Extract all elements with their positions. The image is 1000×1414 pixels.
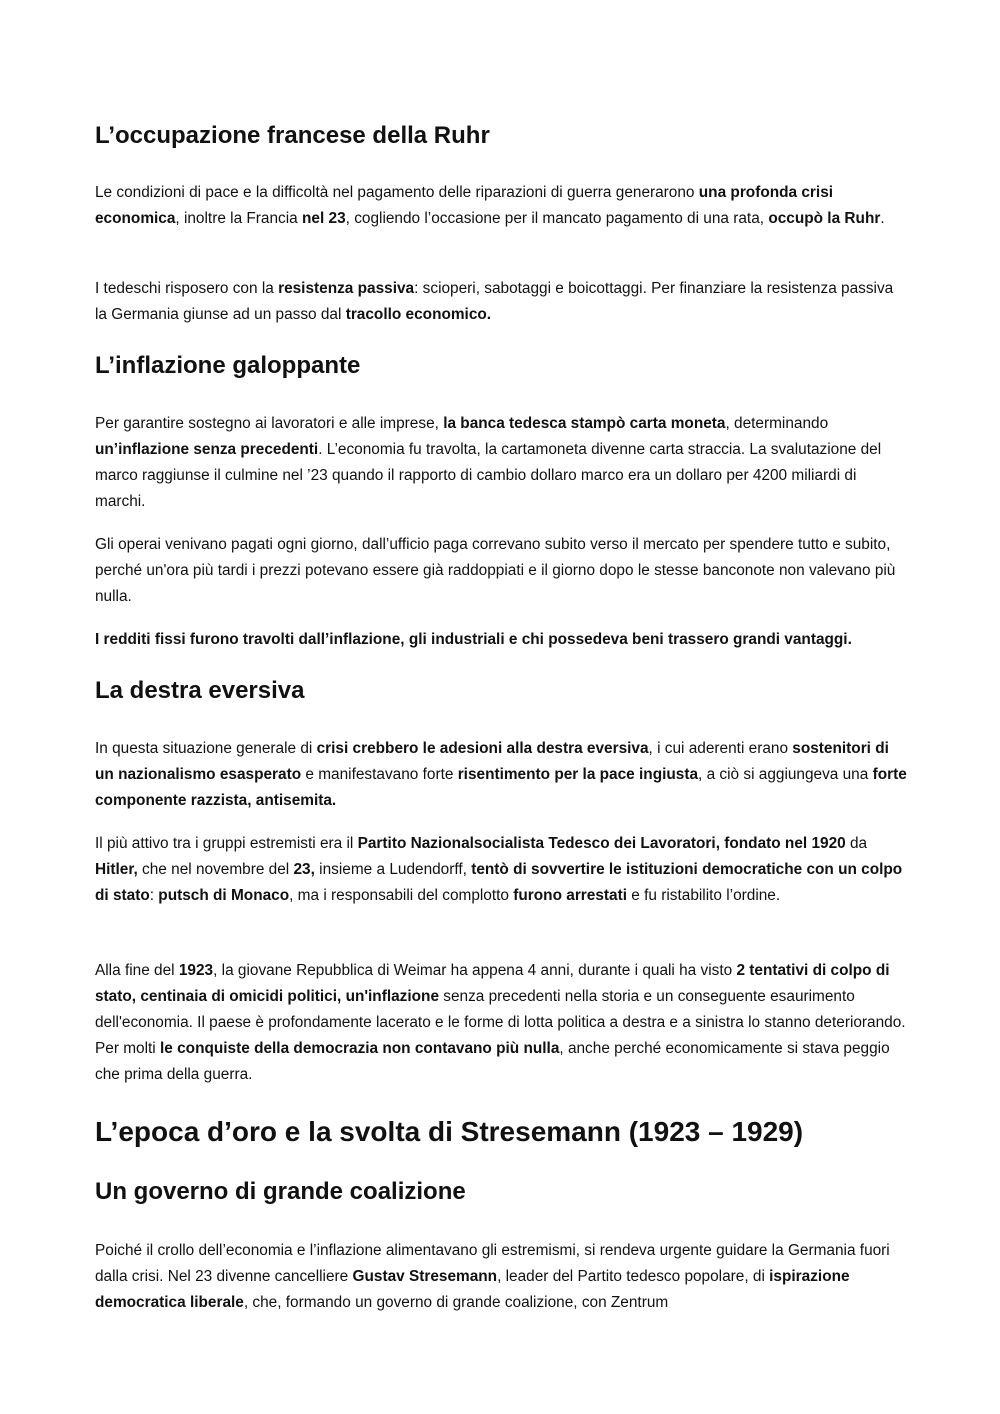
- paragraph-weimar-1923: Alla fine del 1923, la giovane Repubblica di Weimar ha appena 4 anni, durante i quali ha visto 2 tentativi di colpo di stato, centinaia di omicidi politici, un'inflazione senza precedenti nella storia e un conseguente esaurimento dell'economia. Il paese è profondamente lacerato e le forme di lotta politica a destra e a sinistra lo stanno deteriorando. Per molti le conquiste della democrazia non contavano più nulla, anche perché economicamente si stava peggio che prima della guerra.: [95, 962, 906, 1083]
- section-heading-far-right: La destra eversiva: [95, 677, 305, 704]
- chapter-heading-stresemann: L’epoca d’oro e la svolta di Stresemann (1923 – 1929): [95, 1116, 804, 1147]
- section-heading-grand-coalition: Un governo di grande coalizione: [95, 1178, 466, 1205]
- paragraph-workers-pay: Gli operai venivano pagati ogni giorno, dall’ufficio paga correvano subito verso il mercato per spendere tutto e subito, perché un'ora più tardi i prezzi potevano essere già raddoppiati e il giorno dopo le stesse banconote non valevano più nulla.: [95, 536, 896, 605]
- section-heading-ruhr: L’occupazione francese della Ruhr: [95, 122, 490, 149]
- paragraph-nazi-party: Il più attivo tra i gruppi estremisti era il Partito Nazionalsocialista Tedesco dei Lavoratori, fondato nel 1920 da Hitler, che nel novembre del 23, insieme a Ludendorff, tentò di sovvertire le istituzioni democratiche con un colpo di stato: putsch di Monaco, ma i responsabili del complotto furono arrestati e fu ristabilito l’ordine.: [95, 835, 903, 904]
- paragraph-fixed-incomes: I redditi fissi furono travolti dall’inflazione, gli industriali e chi possedeva beni trassero grandi vantaggi.: [95, 631, 852, 648]
- paragraph-ruhr-crisis: Le condizioni di pace e la difficoltà nel pagamento delle riparazioni di guerra generarono una profonda crisi economica, inoltre la Francia nel 23, cogliendo l’occasione per il mancato pagamento di una rata, occupò la Ruhr.: [95, 184, 885, 227]
- section-heading-inflation: L’inflazione galoppante: [95, 352, 361, 379]
- paragraph-far-right: In questa situazione generale di crisi crebbero le adesioni alla destra eversiva, i cui aderenti erano sostenitori di un nazionalismo esasperato e manifestavano forte risentimento per la pace ingiusta, a ciò si aggiungeva una forte componente razzista, antisemita.: [95, 740, 907, 809]
- paragraph-stresemann: Poiché il crollo dell’economia e l’inflazione alimentavano gli estremismi, si rendeva urgente guidare la Germania fuori dalla crisi. Nel 23 divenne cancelliere Gustav Stresemann, leader del Partito tedesco popolare, di ispirazione democratica liberale, che, formando un governo di grande coalizione, con Zentrum: [95, 1242, 890, 1311]
- paragraph-inflation: Per garantire sostegno ai lavoratori e alle imprese, la banca tedesca stampò carta moneta, determinando un’inflazione senza precedenti. L’economia fu travolta, la cartamoneta divenne carta straccia. La svalutazione del marco raggiunse il culmine nel ’23 quando il rapporto di cambio dollaro marco era un dollaro per 4200 miliardi di marchi.: [95, 415, 882, 510]
- paragraph-passive-resistance: I tedeschi risposero con la resistenza passiva: scioperi, sabotaggi e boicottaggi. Per finanziare la resistenza passiva la Germania giunse ad un passo dal tracollo economico.: [95, 280, 894, 323]
